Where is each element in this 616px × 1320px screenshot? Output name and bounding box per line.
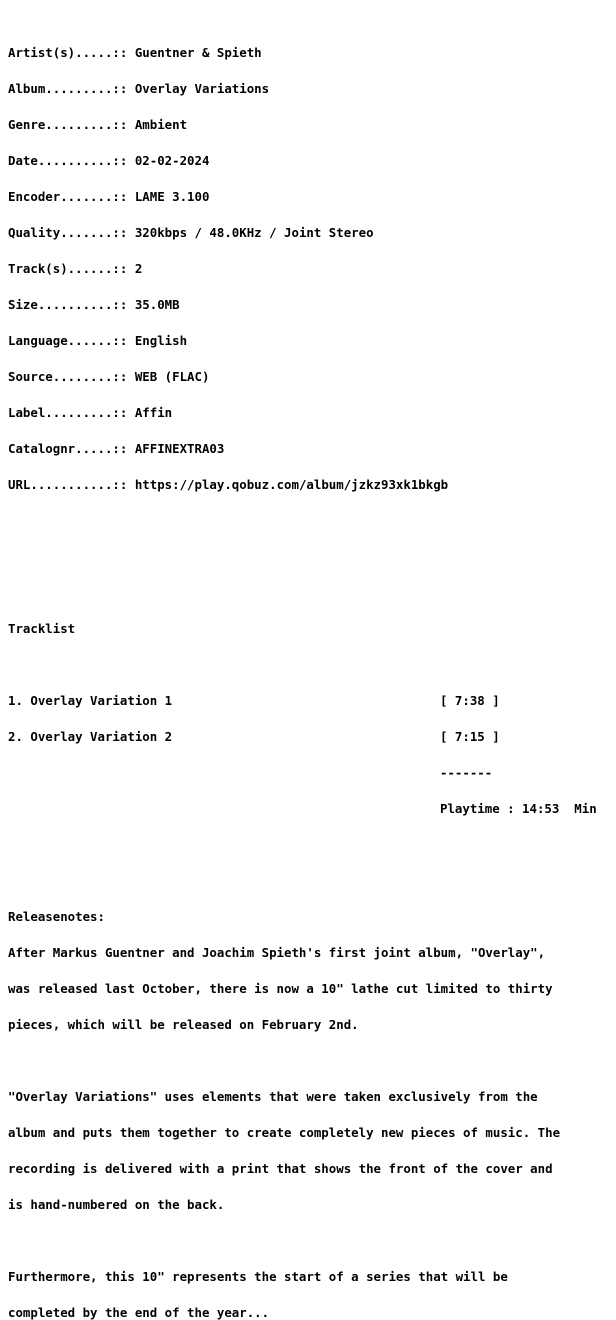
- releasenotes-heading: Releasenotes:: [8, 909, 105, 924]
- info-row-source: [8, 371, 616, 383]
- releasenotes-line: was released last October, there is now a 10" lathe cut limited to thirty: [8, 981, 553, 996]
- releasenotes-line: "Overlay Variations" uses elements that were taken exclusively from the: [8, 1089, 538, 1104]
- info-value: 02-02-2024: [134, 153, 210, 168]
- track-row: [8, 695, 616, 707]
- track-time: [ 7:15 ]: [440, 729, 500, 744]
- releasenotes-line: pieces, which will be released on February 2nd.: [8, 1017, 359, 1032]
- info-value: 35.0MB: [134, 297, 180, 312]
- info-value: Ambient: [134, 117, 188, 132]
- info-row-size: [8, 299, 616, 311]
- info-value: English: [134, 333, 188, 348]
- info-row-encoder: [8, 191, 616, 203]
- releasenotes-line: Furthermore, this 10" represents the start of a series that will be: [8, 1269, 508, 1284]
- track-name: 1. Overlay Variation 1: [8, 693, 173, 708]
- info-label: Track(s)......::: [8, 261, 135, 276]
- playtime-total: Playtime : 14:53 Min: [440, 801, 597, 816]
- releasenotes-line: After Markus Guentner and Joachim Spieth's first joint album, "Overlay",: [8, 945, 546, 960]
- info-label: Quality.......::: [8, 225, 135, 240]
- info-value: 2: [134, 261, 143, 276]
- tracklist-heading: Tracklist: [8, 621, 76, 636]
- info-value: 320kbps / 48.0KHz / Joint Stereo: [134, 225, 374, 240]
- info-value: https://play.qobuz.com/album/jzkz93xk1bkgb: [134, 477, 449, 492]
- info-label: URL...........::: [8, 477, 135, 492]
- info-value: Overlay Variations: [134, 81, 270, 96]
- info-row-artist: [8, 47, 616, 59]
- releasenotes-line: album and puts them together to create completely new pieces of music. The: [8, 1125, 561, 1140]
- info-row-catalognr: [8, 443, 616, 455]
- info-label: Size..........::: [8, 297, 135, 312]
- info-label: Album.........::: [8, 81, 135, 96]
- info-label: Genre.........::: [8, 117, 135, 132]
- info-value: Affin: [134, 405, 173, 420]
- playtime-separator-row: [8, 767, 616, 779]
- releasenotes-line: recording is delivered with a print that shows the front of the cover and: [8, 1161, 553, 1176]
- releasenotes-line: completed by the end of the year...: [8, 1305, 270, 1320]
- info-row-language: [8, 335, 616, 347]
- info-label: Artist(s).....::: [8, 45, 135, 60]
- info-value: LAME 3.100: [134, 189, 210, 204]
- info-value: AFFINEXTRA03: [134, 441, 225, 456]
- info-value: WEB (FLAC): [134, 369, 210, 384]
- info-row-tracks: [8, 263, 616, 275]
- info-row-album: [8, 83, 616, 95]
- info-label: Date..........::: [8, 153, 135, 168]
- nfo-document: [8, 11, 616, 1320]
- track-row: [8, 731, 616, 743]
- info-row-url: [8, 479, 616, 491]
- info-label: Catalognr.....::: [8, 441, 135, 456]
- info-value: Guentner & Spieth: [134, 45, 262, 60]
- info-label: Language......::: [8, 333, 135, 348]
- playtime-separator: -------: [440, 765, 493, 780]
- releasenotes-line: is hand-numbered on the back.: [8, 1197, 225, 1212]
- info-row-quality: [8, 227, 616, 239]
- info-label: Label.........::: [8, 405, 135, 420]
- track-name: 2. Overlay Variation 2: [8, 729, 173, 744]
- info-row-label: [8, 407, 616, 419]
- info-label: Source........::: [8, 369, 135, 384]
- info-label: Encoder.......::: [8, 189, 135, 204]
- playtime-row: [8, 803, 616, 815]
- track-time: [ 7:38 ]: [440, 693, 500, 708]
- info-row-genre: [8, 119, 616, 131]
- info-row-date: [8, 155, 616, 167]
